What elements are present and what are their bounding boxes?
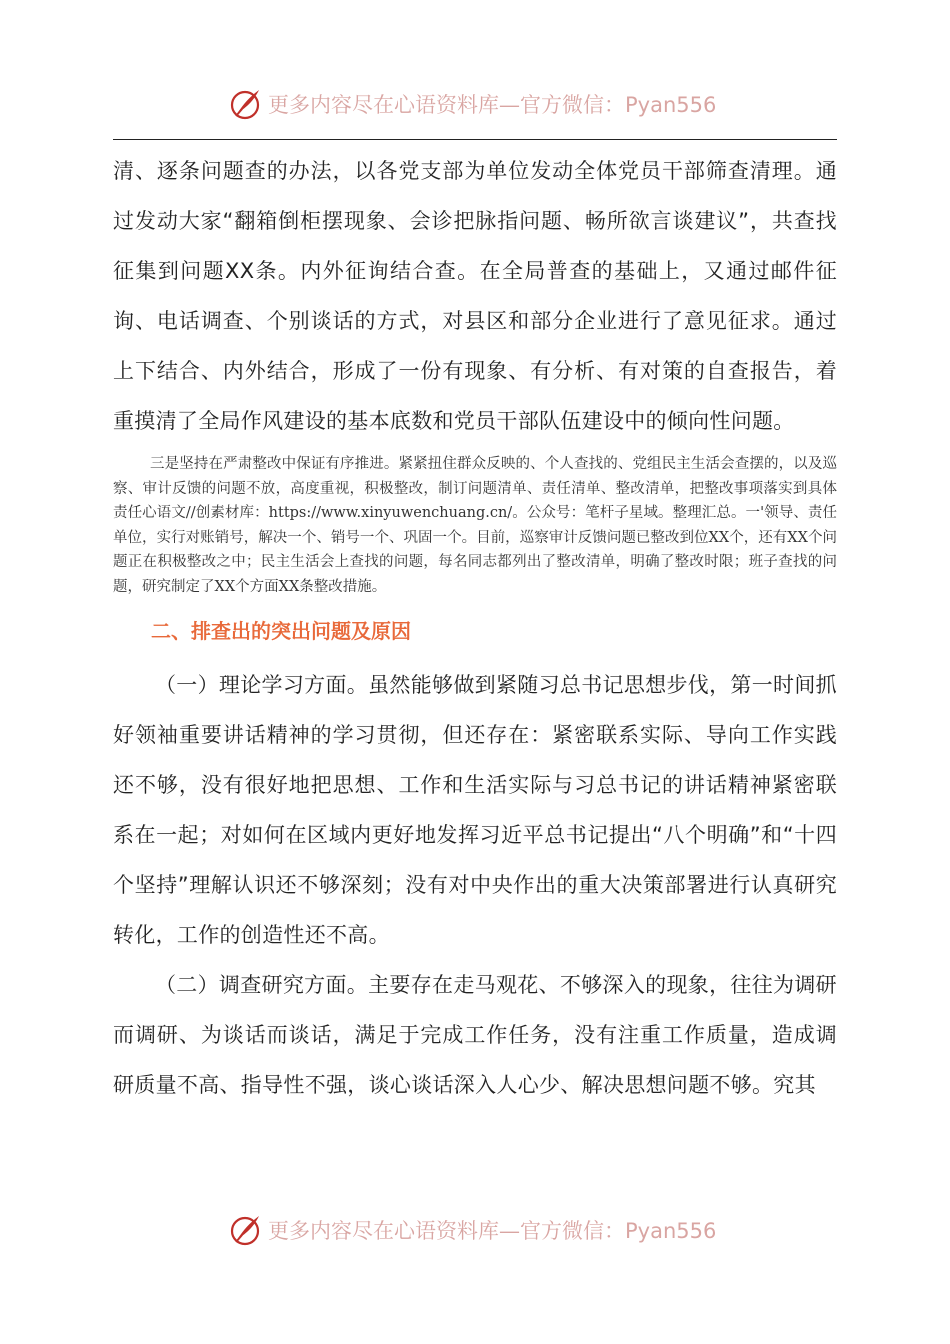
header-watermark — [228, 84, 728, 124]
watermark-text: 更多内容尽在心语资料库—官方微信：Pyan556 — [268, 1219, 717, 1243]
feather-pen-logo-icon — [228, 1212, 264, 1248]
document-body — [113, 146, 837, 1110]
section-heading: 二、排查出的突出问题及原因 — [151, 618, 411, 643]
header-rule — [113, 139, 837, 140]
feather-pen-logo-icon — [228, 86, 264, 122]
watermark-text: 更多内容尽在心语资料库—官方微信：Pyan556 — [268, 93, 717, 117]
paragraph-continuation: 清、逐条问题查的办法，以各党支部为单位发动全体党员干部筛查清理。通过发动大家“翻箱倒柜摆现象、会诊把脉指问题、畅所欲言谈建议”，共查找征集到问题XX条。内外征询结合查。在全局普查的基础上，又通过邮件征询、电话调查、个别谈话的方式，对县区和部分企业进行了意见征求。通过上下结合、内外结合，形成了一份有现象、有分析、有对策的自查报告，着重摸清了全局作风建设的基本底数和党员干部队伍建设中的倾向性问题。 — [113, 159, 837, 433]
footer-watermark — [228, 1210, 728, 1250]
paragraph-investigation: （二）调查研究方面。主要存在走马观花、不够深入的现象，往往为调研而调研、为谈话而谈话，满足于完成工作任务，没有注重工作质量，造成调研质量不高、指导性不强，谈心谈话深入人心少、解决思想问题不够。究其 — [113, 972, 837, 1097]
paragraph-theory-study: （一）理论学习方面。虽然能够做到紧随习总书记思想步伐，第一时间抓好领袖重要讲话精神的学习贯彻，但还存在：紧密联系实际、导向工作实践还不够，没有很好地把思想、工作和生活实际与习总书记的讲话精神紧密联系在一起；对如何在区域内更好地发挥习近平总书记提出“八个明确”和“十四个坚持”理解认识还不够深刻；没有对中央作出的重大决策部署进行认真研究转化，工作的创造性还不高。 — [113, 672, 837, 947]
paragraph-rectification: 三是坚持在严肃整改中保证有序推进。紧紧扭住群众反映的、个人查找的、党组民主生活会查摆的，以及巡察、审计反馈的问题不放，高度重视，积极整改，制订问题清单、责任清单、整改清单，把整改事项落实到具体责任心语文//创素材库：https://www.xinyuwenchuang.cn/。公众号：笔杆子星域。整理汇总。一'领导、责任单位，实行对账销号，解决一个、销号一个、巩固一个。目前，巡察审计反馈问题已整改到位XX个，还有XX个问题正在积极整改之中；民主生活会上查找的问题，每名同志都列出了整改清单，明确了整改时限；班子查找的问题，研究制定了XX个方面XX条整改措施。 — [113, 456, 837, 595]
